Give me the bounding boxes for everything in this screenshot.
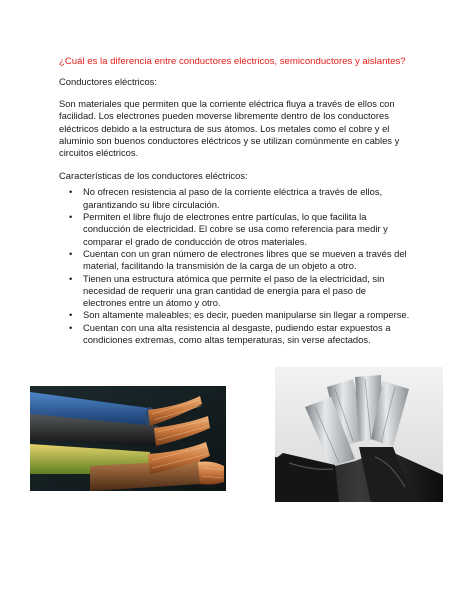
copper-cables-photo bbox=[30, 386, 226, 491]
list-item bbox=[59, 322, 411, 347]
list-item bbox=[59, 186, 411, 211]
list-item-text: No ofrecen resistencia al paso de la corriente eléctrica a través de ellos, garantizando su libre circulación. bbox=[83, 186, 383, 210]
bullet-icon: • bbox=[69, 247, 73, 259]
list-item-text: Son altamente maleables; es decir, pueden manipularse sin llegar a romperse. bbox=[83, 309, 410, 321]
list-item-text: Permiten el libre flujo de electrones entre partículas, lo que facilita la conducción de electricidad. El cobre se usa como referencia para medir y comparar el grado de conducción de otros materiales. bbox=[83, 211, 388, 247]
bullet-icon: • bbox=[69, 272, 73, 284]
bullet-icon: • bbox=[69, 309, 73, 321]
document-title: ¿Cuál es la diferencia entre conductores eléctricos, semiconductores y aislantes? bbox=[59, 56, 406, 67]
intro-paragraph: Son materiales que permiten que la corriente eléctrica fluya a través de ellos con facilidad. Los electrones pueden moverse libremente dentro de los conductores eléctricos debido a la estructura de sus átomos. Los metales como el cobre y el aluminio son buenos conductores eléctricos y se utilizan comúnmente en cables y circuitos eléctricos. bbox=[59, 98, 400, 159]
document-body bbox=[59, 56, 411, 346]
characteristics-heading: Características de los conductores eléctricos: bbox=[59, 170, 248, 182]
list-item-text: Cuentan con una alta resistencia al desgaste, pudiendo estar expuestos a condiciones extremas, como altas temperaturas, sin verse afectados. bbox=[83, 321, 391, 346]
list-item bbox=[59, 211, 411, 248]
aluminum-cables-photo-icon bbox=[275, 367, 443, 502]
bullet-icon: • bbox=[69, 211, 73, 223]
characteristics-list bbox=[59, 186, 411, 346]
bullet-icon: • bbox=[69, 321, 73, 333]
section-heading: Conductores eléctricos: bbox=[59, 76, 157, 87]
list-item-text: Tienen una estructura atómica que permite el paso de la electricidad, sin necesidad de requerir una gran cantidad de energía para el paso de electrones entre un átomo y otro. bbox=[83, 272, 385, 309]
bullet-icon: • bbox=[69, 186, 73, 198]
copper-cables-photo-icon bbox=[30, 386, 226, 491]
aluminum-cables-photo bbox=[275, 367, 443, 502]
list-item bbox=[59, 273, 411, 310]
list-item bbox=[59, 309, 411, 321]
list-item bbox=[59, 248, 411, 273]
list-item-text: Cuentan con un gran número de electrones libres que se mueven a través del material, facilitando la transmisión de la carga de un objeto a otro. bbox=[83, 247, 407, 272]
